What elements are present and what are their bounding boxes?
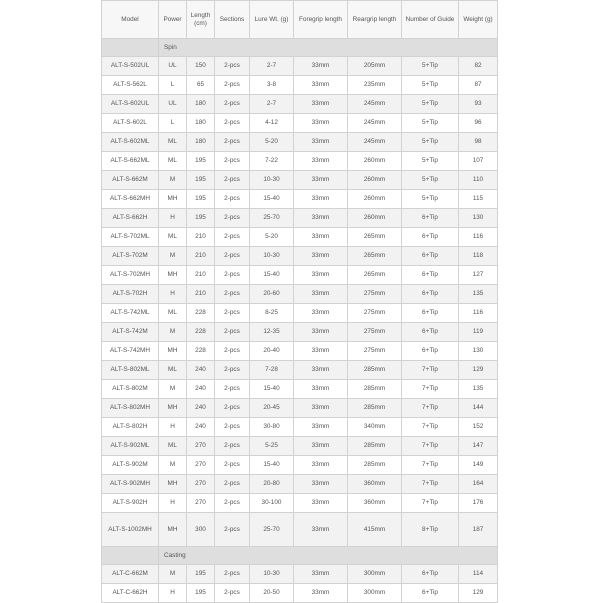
cell-weight: 147: [459, 437, 498, 456]
cell-power: M: [159, 380, 187, 399]
cell-reargrip-length: 340mm: [348, 418, 402, 437]
cell-number-of-guide: 5+Tip: [402, 190, 459, 209]
cell-power: UL: [159, 57, 187, 76]
header-lure-weight: Lure Wt. (g): [250, 1, 294, 39]
cell-reargrip-length: 285mm: [348, 361, 402, 380]
cell-number-of-guide: 7+Tip: [402, 380, 459, 399]
table-row: [102, 494, 498, 513]
cell-length: 228: [187, 342, 215, 361]
cell-reargrip-length: 285mm: [348, 456, 402, 475]
cell-lure-weight: 2-7: [250, 95, 294, 114]
cell-lure-weight: 7-28: [250, 361, 294, 380]
cell-sections: 2-pcs: [215, 399, 250, 418]
cell-number-of-guide: 5+Tip: [402, 76, 459, 95]
cell-lure-weight: 10-30: [250, 171, 294, 190]
cell-sections: 2-pcs: [215, 228, 250, 247]
cell-number-of-guide: 6+Tip: [402, 247, 459, 266]
cell-foregrip-length: 33mm: [294, 95, 348, 114]
header-weight: Weight (g): [459, 1, 498, 39]
cell-length: 210: [187, 285, 215, 304]
cell-weight: 96: [459, 114, 498, 133]
cell-model: ALT-C-662M: [102, 565, 159, 584]
cell-foregrip-length: 33mm: [294, 304, 348, 323]
cell-length: 65: [187, 76, 215, 95]
cell-lure-weight: 15-40: [250, 190, 294, 209]
header-reargrip-length: Reargrip length: [348, 1, 402, 39]
cell-length: 195: [187, 171, 215, 190]
cell-number-of-guide: 5+Tip: [402, 57, 459, 76]
cell-length: 240: [187, 399, 215, 418]
cell-number-of-guide: 7+Tip: [402, 418, 459, 437]
section-label: Spin: [159, 39, 498, 57]
cell-weight: 93: [459, 95, 498, 114]
cell-length: 270: [187, 475, 215, 494]
cell-weight: 135: [459, 285, 498, 304]
cell-lure-weight: 8-25: [250, 304, 294, 323]
section-spacer-cell: [102, 39, 159, 57]
cell-length: 240: [187, 380, 215, 399]
cell-foregrip-length: 33mm: [294, 399, 348, 418]
cell-sections: 2-pcs: [215, 57, 250, 76]
cell-power: ML: [159, 361, 187, 380]
cell-reargrip-length: 245mm: [348, 95, 402, 114]
cell-model: ALT-S-742ML: [102, 304, 159, 323]
cell-lure-weight: 30-100: [250, 494, 294, 513]
cell-weight: 107: [459, 152, 498, 171]
cell-length: 270: [187, 437, 215, 456]
cell-foregrip-length: 33mm: [294, 584, 348, 603]
cell-power: ML: [159, 152, 187, 171]
cell-number-of-guide: 7+Tip: [402, 456, 459, 475]
table-row: [102, 95, 498, 114]
cell-number-of-guide: 6+Tip: [402, 304, 459, 323]
cell-foregrip-length: 33mm: [294, 133, 348, 152]
cell-foregrip-length: 33mm: [294, 190, 348, 209]
cell-foregrip-length: 33mm: [294, 380, 348, 399]
cell-foregrip-length: 33mm: [294, 114, 348, 133]
cell-reargrip-length: 360mm: [348, 494, 402, 513]
cell-power: H: [159, 285, 187, 304]
cell-weight: 82: [459, 57, 498, 76]
cell-reargrip-length: 260mm: [348, 190, 402, 209]
header-row: [102, 1, 498, 39]
cell-lure-weight: 20-40: [250, 342, 294, 361]
header-length: Length (cm): [187, 1, 215, 39]
cell-lure-weight: 4-12: [250, 114, 294, 133]
cell-lure-weight: 15-40: [250, 456, 294, 475]
cell-weight: 152: [459, 418, 498, 437]
cell-model: ALT-S-902ML: [102, 437, 159, 456]
cell-weight: 119: [459, 323, 498, 342]
table-row: [102, 190, 498, 209]
cell-reargrip-length: 260mm: [348, 209, 402, 228]
table-row: [102, 266, 498, 285]
cell-foregrip-length: 33mm: [294, 456, 348, 475]
cell-weight: 149: [459, 456, 498, 475]
table-row: [102, 323, 498, 342]
cell-length: 240: [187, 418, 215, 437]
cell-model: ALT-S-802M: [102, 380, 159, 399]
cell-number-of-guide: 6+Tip: [402, 342, 459, 361]
cell-foregrip-length: 33mm: [294, 285, 348, 304]
cell-number-of-guide: 8+Tip: [402, 513, 459, 547]
cell-number-of-guide: 5+Tip: [402, 152, 459, 171]
cell-model: ALT-S-662MH: [102, 190, 159, 209]
cell-model: ALT-S-1002MH: [102, 513, 159, 547]
cell-model: ALT-S-802MH: [102, 399, 159, 418]
cell-length: 195: [187, 190, 215, 209]
cell-reargrip-length: 245mm: [348, 114, 402, 133]
cell-weight: 127: [459, 266, 498, 285]
cell-weight: 164: [459, 475, 498, 494]
cell-sections: 2-pcs: [215, 266, 250, 285]
cell-lure-weight: 20-45: [250, 399, 294, 418]
cell-reargrip-length: 265mm: [348, 247, 402, 266]
cell-power: MH: [159, 475, 187, 494]
cell-length: 195: [187, 584, 215, 603]
table-row: [102, 513, 498, 547]
cell-sections: 2-pcs: [215, 380, 250, 399]
table-row: [102, 114, 498, 133]
cell-weight: 129: [459, 584, 498, 603]
table-body: [102, 39, 498, 603]
cell-foregrip-length: 33mm: [294, 228, 348, 247]
table-row: [102, 437, 498, 456]
table-row: [102, 304, 498, 323]
cell-reargrip-length: 275mm: [348, 304, 402, 323]
cell-power: M: [159, 247, 187, 266]
cell-lure-weight: 20-80: [250, 475, 294, 494]
cell-lure-weight: 15-40: [250, 380, 294, 399]
cell-foregrip-length: 33mm: [294, 494, 348, 513]
cell-power: MH: [159, 342, 187, 361]
table-row: [102, 228, 498, 247]
table-row: [102, 565, 498, 584]
cell-model: ALT-S-602ML: [102, 133, 159, 152]
header-power: Power: [159, 1, 187, 39]
table-header: [102, 1, 498, 39]
table-row: [102, 209, 498, 228]
cell-power: H: [159, 584, 187, 603]
cell-lure-weight: 2-7: [250, 57, 294, 76]
cell-lure-weight: 3-8: [250, 76, 294, 95]
cell-lure-weight: 5-20: [250, 228, 294, 247]
cell-length: 195: [187, 152, 215, 171]
cell-power: MH: [159, 266, 187, 285]
cell-reargrip-length: 245mm: [348, 133, 402, 152]
cell-lure-weight: 30-80: [250, 418, 294, 437]
cell-weight: 115: [459, 190, 498, 209]
cell-sections: 2-pcs: [215, 304, 250, 323]
cell-number-of-guide: 5+Tip: [402, 114, 459, 133]
cell-model: ALT-S-902H: [102, 494, 159, 513]
cell-sections: 2-pcs: [215, 456, 250, 475]
section-spacer-cell: [102, 547, 159, 565]
cell-length: 270: [187, 456, 215, 475]
cell-number-of-guide: 6+Tip: [402, 584, 459, 603]
cell-reargrip-length: 275mm: [348, 323, 402, 342]
cell-reargrip-length: 275mm: [348, 285, 402, 304]
cell-power: ML: [159, 133, 187, 152]
rod-spec-table: [101, 0, 498, 603]
cell-length: 270: [187, 494, 215, 513]
cell-reargrip-length: 235mm: [348, 76, 402, 95]
cell-number-of-guide: 7+Tip: [402, 399, 459, 418]
cell-power: M: [159, 171, 187, 190]
cell-sections: 2-pcs: [215, 494, 250, 513]
cell-reargrip-length: 260mm: [348, 171, 402, 190]
cell-sections: 2-pcs: [215, 95, 250, 114]
cell-weight: 118: [459, 247, 498, 266]
cell-foregrip-length: 33mm: [294, 171, 348, 190]
cell-length: 180: [187, 114, 215, 133]
cell-weight: 176: [459, 494, 498, 513]
cell-number-of-guide: 5+Tip: [402, 95, 459, 114]
cell-sections: 2-pcs: [215, 437, 250, 456]
cell-model: ALT-S-662M: [102, 171, 159, 190]
cell-foregrip-length: 33mm: [294, 266, 348, 285]
cell-lure-weight: 25-70: [250, 209, 294, 228]
cell-sections: 2-pcs: [215, 171, 250, 190]
cell-power: ML: [159, 228, 187, 247]
cell-weight: 114: [459, 565, 498, 584]
cell-model: ALT-S-602L: [102, 114, 159, 133]
cell-weight: 87: [459, 76, 498, 95]
cell-number-of-guide: 5+Tip: [402, 171, 459, 190]
cell-reargrip-length: 300mm: [348, 584, 402, 603]
cell-model: ALT-S-742M: [102, 323, 159, 342]
cell-reargrip-length: 265mm: [348, 228, 402, 247]
cell-power: H: [159, 494, 187, 513]
cell-sections: 2-pcs: [215, 342, 250, 361]
cell-length: 210: [187, 266, 215, 285]
header-foregrip-length: Foregrip length: [294, 1, 348, 39]
table-row: [102, 285, 498, 304]
cell-lure-weight: 20-50: [250, 584, 294, 603]
table-row: [102, 418, 498, 437]
cell-power: H: [159, 418, 187, 437]
cell-reargrip-length: 360mm: [348, 475, 402, 494]
cell-foregrip-length: 33mm: [294, 418, 348, 437]
cell-foregrip-length: 33mm: [294, 565, 348, 584]
cell-length: 150: [187, 57, 215, 76]
cell-model: ALT-S-662H: [102, 209, 159, 228]
cell-reargrip-length: 415mm: [348, 513, 402, 547]
table-row: [102, 475, 498, 494]
cell-length: 180: [187, 95, 215, 114]
cell-number-of-guide: 7+Tip: [402, 361, 459, 380]
table-row: [102, 342, 498, 361]
cell-number-of-guide: 7+Tip: [402, 437, 459, 456]
cell-lure-weight: 12-35: [250, 323, 294, 342]
cell-power: M: [159, 456, 187, 475]
cell-sections: 2-pcs: [215, 190, 250, 209]
table-row: [102, 152, 498, 171]
header-sections: Sections: [215, 1, 250, 39]
cell-sections: 2-pcs: [215, 285, 250, 304]
cell-power: L: [159, 76, 187, 95]
table-row: [102, 76, 498, 95]
cell-lure-weight: 7-22: [250, 152, 294, 171]
cell-power: ML: [159, 437, 187, 456]
cell-power: M: [159, 565, 187, 584]
cell-reargrip-length: 275mm: [348, 342, 402, 361]
cell-sections: 2-pcs: [215, 133, 250, 152]
cell-model: ALT-S-562L: [102, 76, 159, 95]
cell-sections: 2-pcs: [215, 247, 250, 266]
cell-power: UL: [159, 95, 187, 114]
cell-weight: 116: [459, 304, 498, 323]
cell-model: ALT-S-602UL: [102, 95, 159, 114]
cell-lure-weight: 5-25: [250, 437, 294, 456]
cell-model: ALT-S-802H: [102, 418, 159, 437]
table-row: [102, 133, 498, 152]
cell-power: H: [159, 209, 187, 228]
cell-model: ALT-S-702H: [102, 285, 159, 304]
cell-length: 210: [187, 247, 215, 266]
table-row: [102, 399, 498, 418]
cell-weight: 130: [459, 209, 498, 228]
cell-model: ALT-S-742MH: [102, 342, 159, 361]
cell-lure-weight: 10-30: [250, 565, 294, 584]
cell-reargrip-length: 285mm: [348, 437, 402, 456]
cell-model: ALT-S-662ML: [102, 152, 159, 171]
cell-number-of-guide: 6+Tip: [402, 266, 459, 285]
cell-weight: 130: [459, 342, 498, 361]
cell-number-of-guide: 6+Tip: [402, 285, 459, 304]
cell-power: MH: [159, 399, 187, 418]
table-row: [102, 380, 498, 399]
cell-weight: 187: [459, 513, 498, 547]
cell-weight: 98: [459, 133, 498, 152]
cell-model: ALT-C-662H: [102, 584, 159, 603]
cell-power: MH: [159, 190, 187, 209]
cell-sections: 2-pcs: [215, 152, 250, 171]
section-row: [102, 39, 498, 57]
cell-model: ALT-S-702ML: [102, 228, 159, 247]
cell-foregrip-length: 33mm: [294, 437, 348, 456]
cell-number-of-guide: 6+Tip: [402, 228, 459, 247]
cell-power: ML: [159, 304, 187, 323]
cell-sections: 2-pcs: [215, 565, 250, 584]
cell-reargrip-length: 285mm: [348, 380, 402, 399]
cell-length: 240: [187, 361, 215, 380]
cell-weight: 110: [459, 171, 498, 190]
cell-sections: 2-pcs: [215, 418, 250, 437]
cell-model: ALT-S-702MH: [102, 266, 159, 285]
cell-weight: 129: [459, 361, 498, 380]
cell-reargrip-length: 300mm: [348, 565, 402, 584]
cell-number-of-guide: 7+Tip: [402, 475, 459, 494]
cell-reargrip-length: 285mm: [348, 399, 402, 418]
cell-weight: 135: [459, 380, 498, 399]
cell-foregrip-length: 33mm: [294, 342, 348, 361]
cell-lure-weight: 20-60: [250, 285, 294, 304]
table-row: [102, 456, 498, 475]
section-row: [102, 547, 498, 565]
cell-number-of-guide: 6+Tip: [402, 323, 459, 342]
cell-lure-weight: 15-40: [250, 266, 294, 285]
cell-foregrip-length: 33mm: [294, 209, 348, 228]
cell-foregrip-length: 33mm: [294, 361, 348, 380]
cell-foregrip-length: 33mm: [294, 323, 348, 342]
cell-sections: 2-pcs: [215, 513, 250, 547]
cell-weight: 116: [459, 228, 498, 247]
cell-number-of-guide: 6+Tip: [402, 209, 459, 228]
cell-length: 180: [187, 133, 215, 152]
cell-reargrip-length: 205mm: [348, 57, 402, 76]
cell-model: ALT-S-902MH: [102, 475, 159, 494]
cell-lure-weight: 25-70: [250, 513, 294, 547]
cell-length: 195: [187, 209, 215, 228]
cell-foregrip-length: 33mm: [294, 76, 348, 95]
table-row: [102, 247, 498, 266]
cell-foregrip-length: 33mm: [294, 513, 348, 547]
cell-weight: 144: [459, 399, 498, 418]
cell-reargrip-length: 265mm: [348, 266, 402, 285]
cell-lure-weight: 10-30: [250, 247, 294, 266]
cell-sections: 2-pcs: [215, 323, 250, 342]
cell-power: L: [159, 114, 187, 133]
cell-foregrip-length: 33mm: [294, 247, 348, 266]
cell-foregrip-length: 33mm: [294, 475, 348, 494]
cell-reargrip-length: 260mm: [348, 152, 402, 171]
cell-sections: 2-pcs: [215, 584, 250, 603]
section-label: Casting: [159, 547, 498, 565]
cell-model: ALT-S-702M: [102, 247, 159, 266]
header-model: Model: [102, 1, 159, 39]
cell-sections: 2-pcs: [215, 209, 250, 228]
cell-length: 228: [187, 323, 215, 342]
cell-sections: 2-pcs: [215, 114, 250, 133]
cell-sections: 2-pcs: [215, 475, 250, 494]
cell-length: 228: [187, 304, 215, 323]
cell-power: MH: [159, 513, 187, 547]
cell-length: 195: [187, 565, 215, 584]
cell-model: ALT-S-502UL: [102, 57, 159, 76]
cell-foregrip-length: 33mm: [294, 57, 348, 76]
header-number-of-guide: Number of Guide: [402, 1, 459, 39]
cell-number-of-guide: 6+Tip: [402, 565, 459, 584]
table-row: [102, 171, 498, 190]
cell-length: 300: [187, 513, 215, 547]
cell-lure-weight: 5-20: [250, 133, 294, 152]
table-row: [102, 57, 498, 76]
cell-length: 210: [187, 228, 215, 247]
cell-model: ALT-S-802ML: [102, 361, 159, 380]
cell-foregrip-length: 33mm: [294, 152, 348, 171]
cell-model: ALT-S-902M: [102, 456, 159, 475]
cell-number-of-guide: 7+Tip: [402, 494, 459, 513]
cell-number-of-guide: 5+Tip: [402, 133, 459, 152]
table-row: [102, 361, 498, 380]
cell-sections: 2-pcs: [215, 361, 250, 380]
cell-power: M: [159, 323, 187, 342]
cell-sections: 2-pcs: [215, 76, 250, 95]
